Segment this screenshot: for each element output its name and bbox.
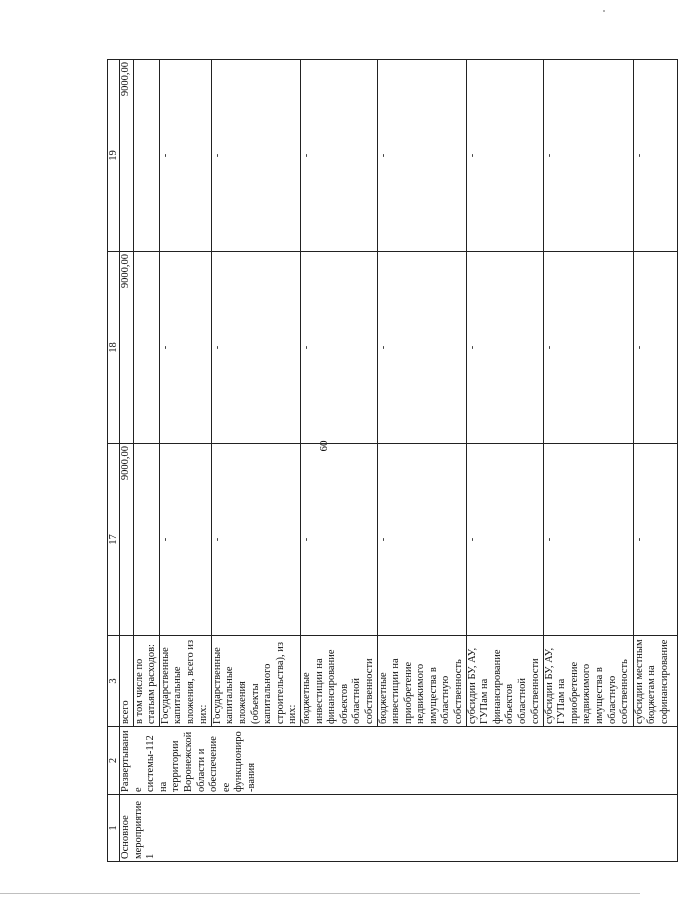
row-label: субсидии БУ, АУ, ГУПам на приобретение недвижимого имущества в областную собственность xyxy=(543,636,633,727)
value-19 xyxy=(133,60,159,252)
activity-description-cell: Развертывание системы-112 на территории Воронежской области и обеспечение ее функциониро-вания xyxy=(120,727,678,795)
header-cell: 19 xyxy=(108,60,120,252)
value-18: - xyxy=(466,252,543,444)
row-label: в том числе по статьям расходов: xyxy=(133,636,159,727)
header-cell: 1 xyxy=(108,795,120,862)
row-label: субсидии местным бюджетам на софинансирование xyxy=(633,636,677,727)
value-17: - xyxy=(159,444,211,636)
row-label: бюджетные инвестиции на приобретение недвижимого имущества в областную собственность xyxy=(377,636,466,727)
activity-name-cell: Основное мероприятие 1 xyxy=(120,795,678,862)
scan-edge-line xyxy=(0,893,640,894)
header-cell: 2 xyxy=(108,727,120,795)
value-17: - xyxy=(633,444,677,636)
header-cell: 18 xyxy=(108,252,120,444)
value-17: - xyxy=(543,444,633,636)
row-label: субсидии БУ, АУ, ГУПам на финансирование объектов областной собственности xyxy=(466,636,543,727)
header-cell: 3 xyxy=(108,636,120,727)
value-19: - xyxy=(377,60,466,252)
value-18 xyxy=(133,252,159,444)
table-header-row xyxy=(108,60,120,862)
row-label: бюджетные инвестиции на финансирование объектов областной собственности xyxy=(300,636,377,727)
value-18: - xyxy=(300,252,377,444)
table-row xyxy=(120,60,134,862)
value-17: - xyxy=(466,444,543,636)
value-17 xyxy=(133,444,159,636)
value-19: - xyxy=(159,60,211,252)
rotated-table-container xyxy=(107,60,670,862)
value-19: - xyxy=(543,60,633,252)
value-17: 9000,00 xyxy=(120,444,134,636)
program-funding-table xyxy=(107,59,678,862)
value-19: - xyxy=(300,60,377,252)
value-19: - xyxy=(633,60,677,252)
value-19: - xyxy=(211,60,300,252)
value-18: - xyxy=(543,252,633,444)
value-18: - xyxy=(377,252,466,444)
value-17: - xyxy=(377,444,466,636)
value-18: - xyxy=(633,252,677,444)
row-label: Государственные капитальные вложения, всего из них: xyxy=(159,636,211,727)
page-number: 60 xyxy=(318,440,330,452)
row-label: всего xyxy=(120,636,134,727)
row-label: Государственные капитальные вложения (объекты капитального строительства), из них: xyxy=(211,636,300,727)
header-cell: 17 xyxy=(108,444,120,636)
value-19: - xyxy=(466,60,543,252)
value-18: - xyxy=(211,252,300,444)
scan-speck xyxy=(603,10,605,12)
value-17: - xyxy=(300,444,377,636)
value-18: 9000,00 xyxy=(120,252,134,444)
value-18: - xyxy=(159,252,211,444)
value-19: 9000,00 xyxy=(120,60,134,252)
value-17: - xyxy=(211,444,300,636)
